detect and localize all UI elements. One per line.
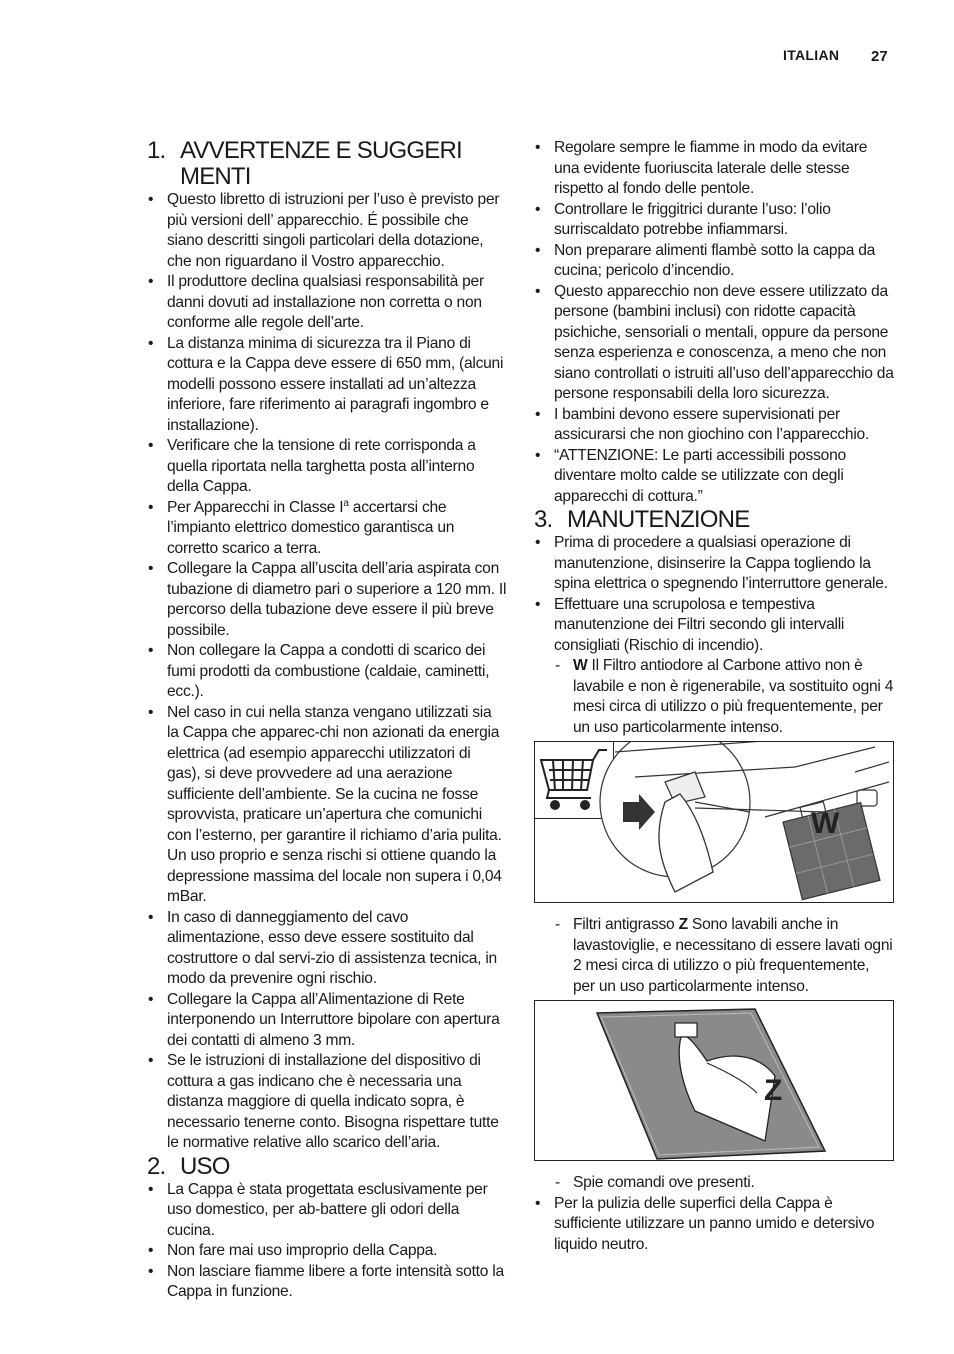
list-item: • Per la pulizia delle superfici della Cappa è sufficiente utilizzare un panno umido e detersivo liquido neutro. (534, 1194, 894, 1256)
class-text: Per Apparecchi in Classe I (167, 498, 344, 516)
class-superscript: a (343, 497, 349, 509)
right-column (534, 138, 894, 1255)
dash-item-z-text: Sono lavabili anche in lavastoviglie, e necessitano di essere lavati ogni 2 mesi circa di utilizzo o più frequentemente, per un uso particolarmente intenso. (573, 916, 893, 995)
section3-title: MANUTENZIONE (567, 506, 750, 533)
filter-w-label: W (573, 657, 588, 674)
list-item: • Questo libretto di istruzioni per l’uso è previsto per più versioni dell’ apparecchio. É possibile che siano descritti singoli particolari della dotazione, che non riguardano il Vostro apparecchio. (147, 190, 507, 272)
list-item (147, 498, 507, 560)
dash-list-z (534, 915, 894, 997)
dash-item-z (554, 915, 894, 997)
dash-item-w (554, 656, 894, 738)
list-item-text: Effettuare una scrupolosa e tempestiva manutenzione dei Filtri secondo gli intervalli consigliati (Rischio di incendio). (554, 595, 845, 654)
list-item: • Non lasciare fiamme libere a forte intensità sotto la Cappa in funzione. (147, 1262, 507, 1303)
section1-title-line1: AVVERTENZE E SUGGERI (180, 137, 462, 164)
section3-number: 3. (534, 506, 553, 533)
section2-list (147, 1180, 507, 1303)
list-item: • Non preparare alimenti flambè sotto la cappa da cucina; pericolo d’incendio. (534, 241, 894, 282)
section2-number: 2. (147, 1152, 166, 1180)
class-text-rest: accertarsi che l’impianto elettrico domestico garantisca un corretto scarico a terra. (167, 498, 455, 557)
section2-heading (147, 1154, 507, 1180)
section3-heading (534, 507, 894, 533)
section2-list-continued (534, 138, 894, 507)
section1-title-line2: MENTI (180, 163, 251, 190)
list-item: • La Cappa è stata progettata esclusivamente per uso domestico, per ab-battere gli odori della cucina. (147, 1180, 507, 1242)
figure-grease-filter (534, 1000, 894, 1161)
list-item: • La distanza minima di sicurezza tra il Piano di cottura e la Cappa deve essere di 650 mm, (alcuni modelli possono essere installati ad un’altezza inferiore, fare riferimento ai paragrafi ingombro e installazione). (147, 334, 507, 437)
list-item (534, 595, 894, 739)
section2-title: USO (180, 1152, 230, 1180)
left-column (147, 138, 507, 1303)
section1-number: 1. (147, 137, 166, 164)
section3-list-end (534, 1194, 894, 1256)
section3-list (534, 533, 894, 738)
figure-carbon-filter (534, 741, 894, 903)
figure-z-label: Z (764, 1074, 783, 1107)
page-number: 27 (871, 48, 888, 65)
header-language: ITALIAN (783, 47, 840, 63)
list-item: • Controllare le friggitrici durante l’uso: l’olio surriscaldato potrebbe infiammarsi. (534, 200, 894, 241)
filter-z-label: Z (678, 916, 688, 933)
dash-item-z-prefix: Filtri antigrasso (573, 916, 679, 933)
list-item: • Non collegare la Cappa a condotti di scarico dei fumi prodotti da combustione (caldaie, caminetti, ecc.). (147, 641, 507, 703)
list-item: • In caso di danneggiamento del cavo alimentazione, esso deve essere sostituito dal costruttore o dal servi-zio di assistenza tecnica, in modo da prevenire ogni rischio. (147, 908, 507, 990)
dash-item-spie: - Spie comandi ove presenti. (554, 1173, 894, 1194)
list-item: • I bambini devono essere supervisionati per assicurarsi che non giochino con l’apparecchio. (534, 405, 894, 446)
list-item: • Regolare sempre le fiamme in modo da evitare una evidente fuoriuscita laterale delle stesse rispetto al fondo delle pentole. (534, 138, 894, 200)
list-item: • Il produttore declina qualsiasi responsabilità per danni dovuti ad installazione non corretta o non conforme alle regole dell’arte. (147, 272, 507, 334)
list-item: • Verificare che la tensione di rete corrisponda a quella riportata nella targhetta posta all’interno della Cappa. (147, 436, 507, 498)
list-item: • Prima di procedere a qualsiasi operazione di manutenzione, disinserire la Cappa togliendo la spina elettrica o spegnendo l’interruttore generale. (534, 533, 894, 595)
list-item: • Se le istruzioni di installazione del dispositivo di cottura a gas indicano che è necessaria una distanza maggiore di quella indicato sopra, è necessario tenerne conto. Bisogna rispettare tutte le normative relative allo scarico dell’aria. (147, 1051, 507, 1154)
section1-list (147, 190, 507, 1154)
list-item: • Non fare mai uso improprio della Cappa. (147, 1241, 507, 1262)
list-item: • “ATTENZIONE: Le parti accessibili possono diventare molto calde se utilizzate con degli apparecchi di cottura.” (534, 446, 894, 508)
list-item: • Questo apparecchio non deve essere utilizzato da persone (bambini inclusi) con ridotte capacità psichiche, sensoriali o mentali, oppure da persone senza esperienza e conoscenza, a meno che non siano controllati o istruiti all’uso dell’apparecchio da persone responsabili della loro sicurezza. (534, 282, 894, 405)
section1-heading (147, 138, 507, 190)
dash-list-spie (534, 1173, 894, 1194)
list-item: • Collegare la Cappa all’Alimentazione di Rete interponendo un Interruttore bipolare con apertura dei contatti di almeno 3 mm. (147, 990, 507, 1052)
list-item: • Nel caso in cui nella stanza vengano utilizzati sia la Cappa che apparec-chi non azionati da energia elettrica (ad esempio apparecchi utilizzatori di gas), si deve provvedere ad una aerazione sufficiente dell’ambiente. Se la cucina ne fosse sprovvista, praticare un’apertura che comunichi con l’esterno, per garantire il richiamo d’aria pulita. Un uso proprio e senza rischi si ottiene quando la depressione massima del locale non supera i 0,04 mBar. (147, 703, 507, 908)
figure-w-label: W (811, 807, 840, 840)
section1-title (180, 138, 462, 190)
grease-filter-illustration (535, 1001, 889, 1160)
dash-item-w-text: Il Filtro antiodore al Carbone attivo non è lavabile e non è rigenerabile, va sostituito ogni 4 mesi circa di utilizzo o più frequentemente, per un uso particolarmente intenso. (573, 657, 894, 736)
list-item: • Collegare la Cappa all’uscita dell’aria aspirata con tubazione di diametro pari o superiore a 120 mm. Il percorso della tubazione deve essere il più breve possibile. (147, 559, 507, 641)
dash-list (554, 656, 894, 738)
